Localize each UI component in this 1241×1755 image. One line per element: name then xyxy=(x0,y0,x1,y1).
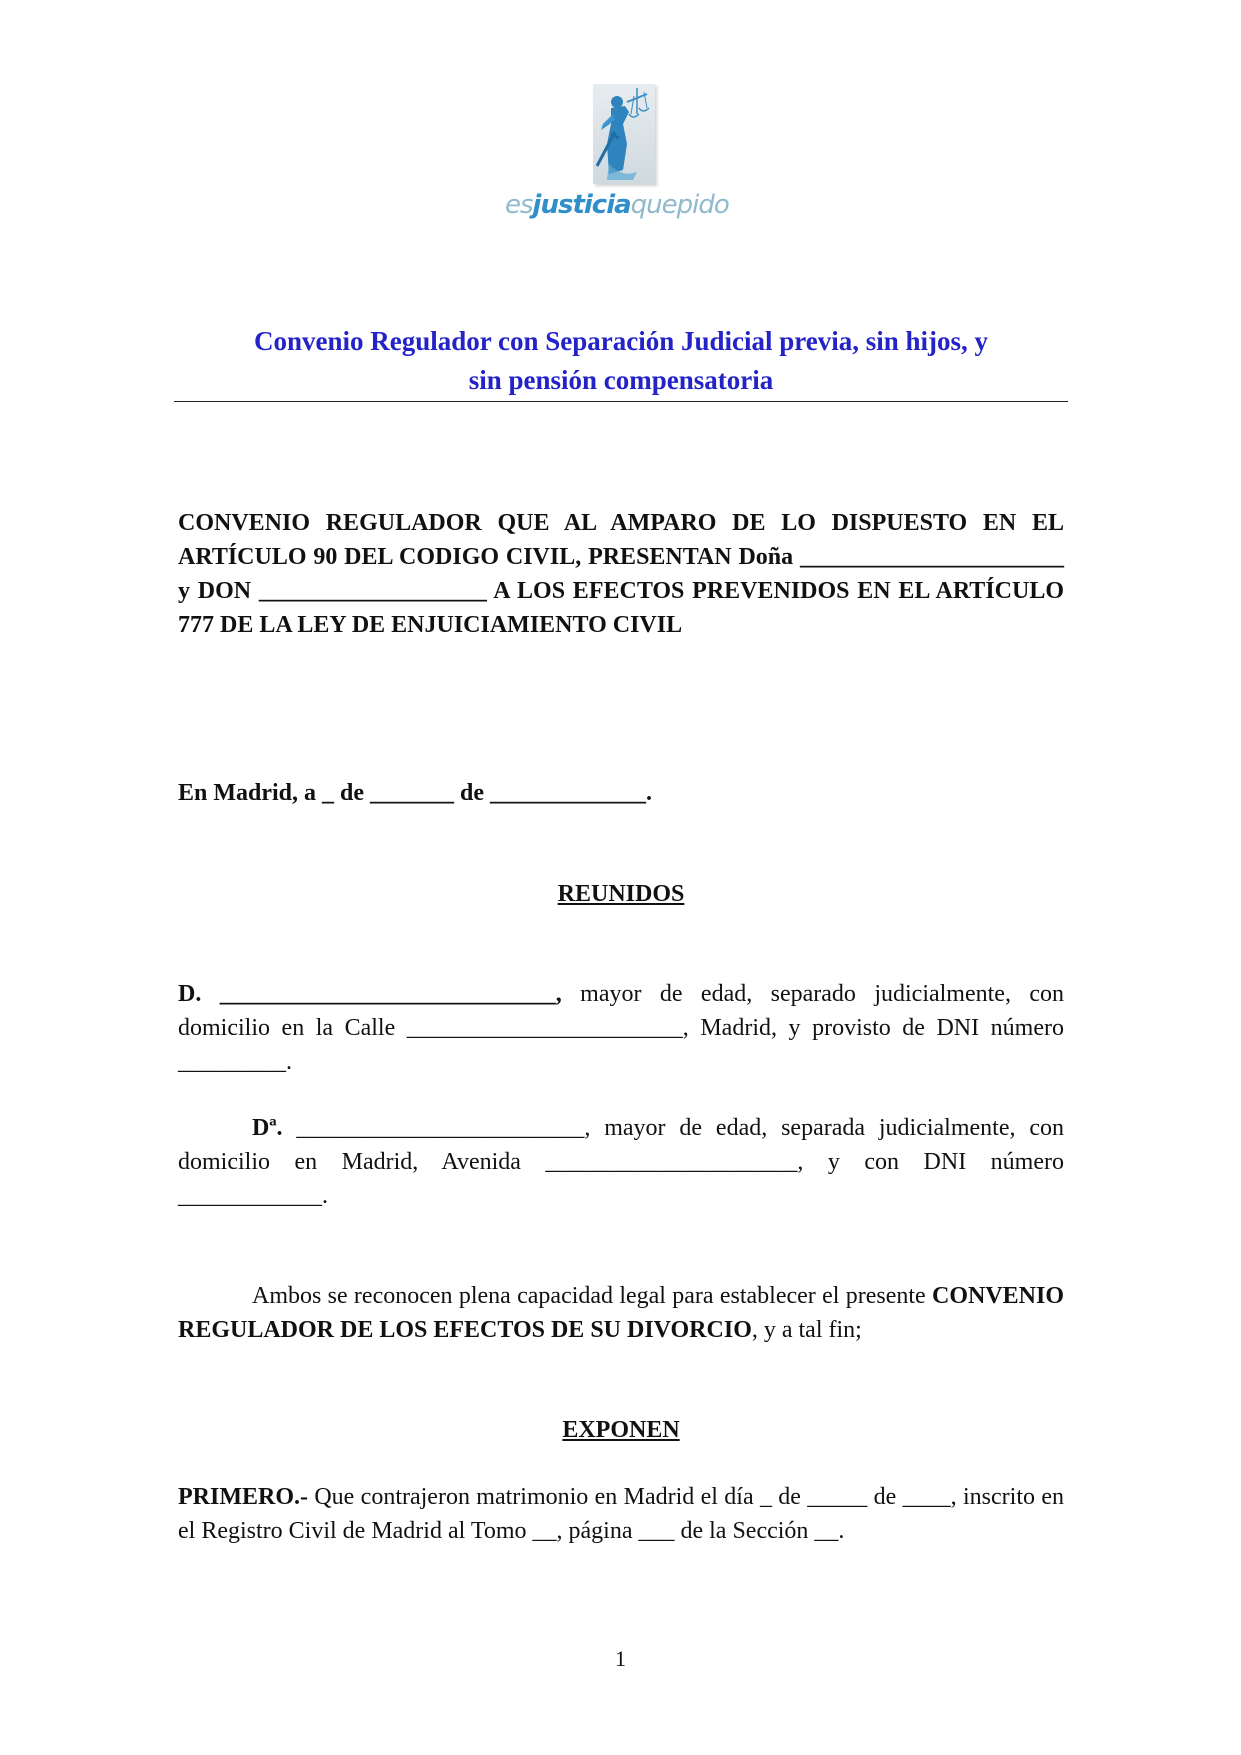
party-wife-lead: Dª. xyxy=(252,1115,283,1141)
date-line: En Madrid, a _ de _______ de _____________. xyxy=(178,780,653,806)
section-heading-exponen: EXPONEN xyxy=(562,1417,680,1443)
logo-text-que: que xyxy=(630,190,677,220)
agreement-heading: CONVENIO REGULADOR QUE AL AMPARO DE LO DISPUESTO EN EL ARTÍCULO 90 DEL CODIGO CIVIL, PRESENTAN Doña ______________________ y DON ___________________ A LOS EFECTOS PREVENIDOS EN EL ARTÍCULO 777 DE LA LEY DE ENJUICIAMIENTO CIVIL xyxy=(178,510,1064,638)
brand-logo xyxy=(505,84,729,244)
capacity-paragraph xyxy=(178,1279,1064,1347)
clause-primero-label: PRIMERO.- xyxy=(178,1484,308,1510)
page-number: 1 xyxy=(615,1646,626,1671)
title-line-2: sin pensión compensatoria xyxy=(468,365,774,395)
lady-justice-icon xyxy=(593,84,655,184)
party-wife-details: ________________________, mayor de edad, separada judicialmente, con domicilio en Madrid, Avenida _____________________, y con DNI número ____________. xyxy=(178,1115,1064,1209)
clause-primero xyxy=(178,1480,1064,1548)
party-husband-lead: D. ____________________________, xyxy=(178,981,562,1007)
section-heading-reunidos: REUNIDOS xyxy=(557,881,685,907)
title-line-1: Convenio Regulador con Separación Judicial previa, sin hijos, y xyxy=(253,326,989,356)
party-wife-paragraph xyxy=(178,1111,1064,1213)
logo-text-es: es xyxy=(505,190,533,220)
logo-image-frame xyxy=(593,84,655,184)
title-underline-divider xyxy=(174,401,1068,402)
logo-wordmark xyxy=(505,190,729,220)
clause-primero-text: Que contrajeron matrimonio en Madrid el día _ de _____ de ____, inscrito en el Registro Civil de Madrid al Tomo __, página ___ de la Sección __. xyxy=(178,1484,1064,1544)
capacity-text-bold: CONVENIO REGULADOR DE LOS EFECTOS DE SU DIVORCIO xyxy=(178,1283,1064,1343)
document-title xyxy=(174,322,1068,400)
party-husband-details: mayor de edad, separado judicialmente, con domicilio en la Calle _______________________, Madrid, y provisto de DNI número _________. xyxy=(178,981,1065,1075)
logo-text-justicia: justicia xyxy=(532,190,631,220)
logo-text-pido: pido xyxy=(676,190,729,220)
capacity-text-1: Ambos se reconocen plena capacidad legal para establecer el presente xyxy=(252,1283,932,1309)
capacity-text-2: , y a tal fin; xyxy=(751,1317,862,1343)
party-husband-paragraph xyxy=(178,977,1064,1079)
